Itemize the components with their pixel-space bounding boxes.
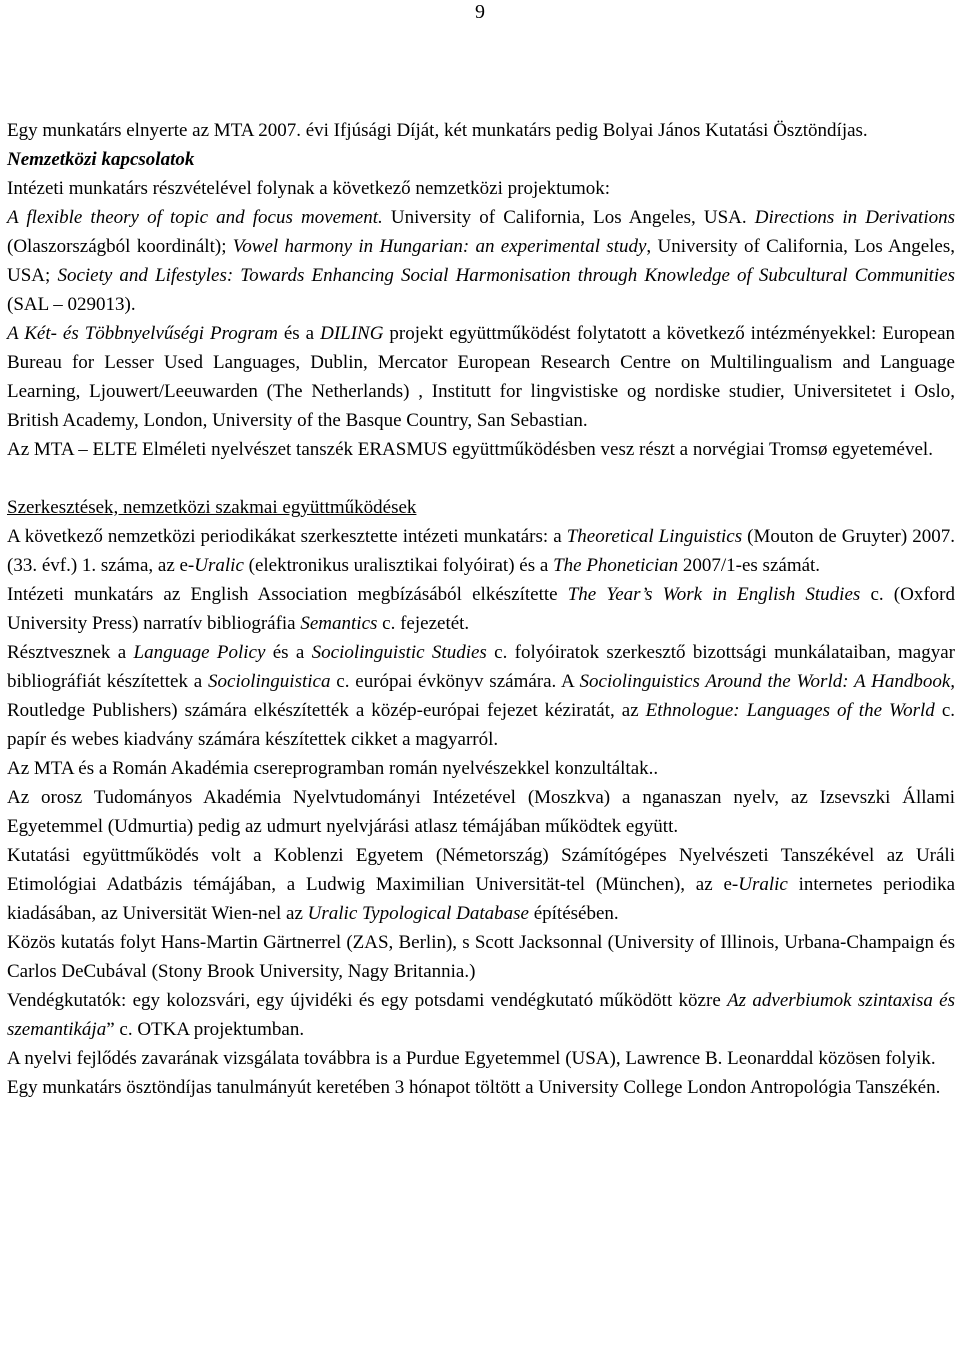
paragraph-projects-intro: Intézeti munkatárs részvételével folynak a következő nemzetközi projektumok: — [7, 178, 611, 199]
paragraph-romanian-academy: Az MTA és a Román Akadémia csereprogramban román nyelvészekkel konzultáltak.. — [7, 758, 659, 779]
paragraph-editorial-boards: Résztvesznek a Language Policy és a Sociolinguistic Studies c. folyóiratok szerkesztő bizottsági munkálataiban, magyar bibliográfiát készítettek a Sociolinguistica c. európai évkönyv számára. A Sociolinguistics Around the World: A Handbook, Routledge Publishers) számára elkészítették a közép-európai fejezet kéziratát, az Ethnologue: Languages of the World c. papír és webes kiadvány számára készítettek cikket a magyarról. — [7, 642, 956, 750]
paragraph-russian-academy: Az orosz Tudományos Akadémia Nyelvtudományi Intézetével (Moszkva) a nganaszan nyelv, az Izsevszki Állami Egyetemmel (Udmurtia) pedig az udmurt nyelvjárási atlasz témájában működtek együtt. — [7, 787, 955, 837]
project-title: Directions in Derivations — [754, 207, 955, 228]
paragraph-purdue: A nyelvi fejlődés zavarának vizsgálata továbbra is a Purdue Egyetemmel (USA), Lawrence B. Leonarddal közösen folyik. — [7, 1048, 936, 1069]
project-title: A flexible theory of topic and focus movement. — [7, 207, 383, 228]
project-title: Vowel harmony in Hungarian: an experimental study — [232, 236, 647, 257]
project-title: DILING — [320, 323, 384, 344]
paragraph-bilingual-program: A Két- és Többnyelvűségi Program és a DILING projekt együttműködést folytatott a következő intézményekkel: European Bureau for Lesser Used Languages, Dublin, Mercator European Research Centre on Multilingualism and Language Learning, Ljouwert/Leeuwarden (The Netherlands) , Institutt for lingvistiske og nordiske studier, Universitetet i Oslo, British Academy, London, University of the Basque Country, San Sebastian. — [7, 323, 956, 431]
paragraph-koblenz: Kutatási együttműködés volt a Koblenzi Egyetem (Németország) Számítógépes Nyelvészeti Tanszékével az Uráli Etimológiai Adatbázis témájában, a Ludwig Maximilian Universität-tel (München), az e-Uralic internetes periodika kiadásában, az Universität Wien-nel az Uralic Typological Database építésében. — [7, 845, 955, 924]
paragraph-periodicals: A következő nemzetközi periodikákat szerkesztette intézeti munkatárs: a Theoretical Linguistics (Mouton de Gruyter) 2007. (33. évf.) 1. száma, az e-Uralic (elektronikus uralisztikai folyóirat) és a The Phonetician 2007/1-es számát. — [7, 526, 955, 576]
project-title: Society and Lifestyles: Towards Enhancing Social Harmonisation through Knowledge of Subcultural Communities — [57, 265, 956, 286]
page-content — [7, 116, 955, 1102]
paragraph-awards: Egy munkatárs elnyerte az MTA 2007. évi Ifjúsági Díját, két munkatárs pedig Bolyai János Kutatási Ösztöndíjas. — [7, 120, 868, 141]
paragraph-erasmus: Az MTA – ELTE Elméleti nyelvészet tanszék ERASMUS együttműködésben vesz részt a norvégiai Tromsø egyetemével. — [7, 439, 933, 460]
paragraph-projects-list: A flexible theory of topic and focus movement. University of California, Los Angeles, USA. Directions in Derivations (Olaszországból koordinált); Vowel harmony in Hungarian: an experimental study, University of California, Los Angeles, USA; Society and Lifestyles: Towards Enhancing Social Harmonisation through Knowledge of Subcultural Communities (SAL – 029013). — [7, 207, 956, 315]
program-title: A Két- és Többnyelvűségi Program — [7, 323, 278, 344]
paragraph-visiting-researchers: Vendégkutatók: egy kolozsvári, egy újvidéki és egy potsdami vendégkutató működött közre Az adverbiumok szintaxisa és szemantikája” c. OTKA projektumban. — [7, 990, 955, 1040]
paragraph-ucl: Egy munkatárs ösztöndíjas tanulmányút keretében 3 hónapot töltött a University College London Antropológia Tanszékén. — [7, 1077, 941, 1098]
paragraph-joint-research: Közös kutatás folyt Hans-Martin Gärtnerrel (ZAS, Berlin), s Scott Jacksonnal (University of Illinois, Urbana-Champaign és Carlos DeCubával (Stony Brook University, Nagy Britannia.) — [7, 932, 955, 982]
section-heading-editing: Szerkesztések, nemzetközi szakmai együttműködések — [7, 497, 417, 518]
section-heading-international-relations: Nemzetközi kapcsolatok — [7, 149, 195, 170]
paragraph-bibliography: Intézeti munkatárs az English Association megbízásából elkészítette The Year’s Work in English Studies c. (Oxford University Press) narratív bibliográfia Semantics c. fejezetét. — [7, 584, 955, 634]
page-number: 9 — [475, 1, 485, 23]
spacer — [7, 464, 955, 493]
